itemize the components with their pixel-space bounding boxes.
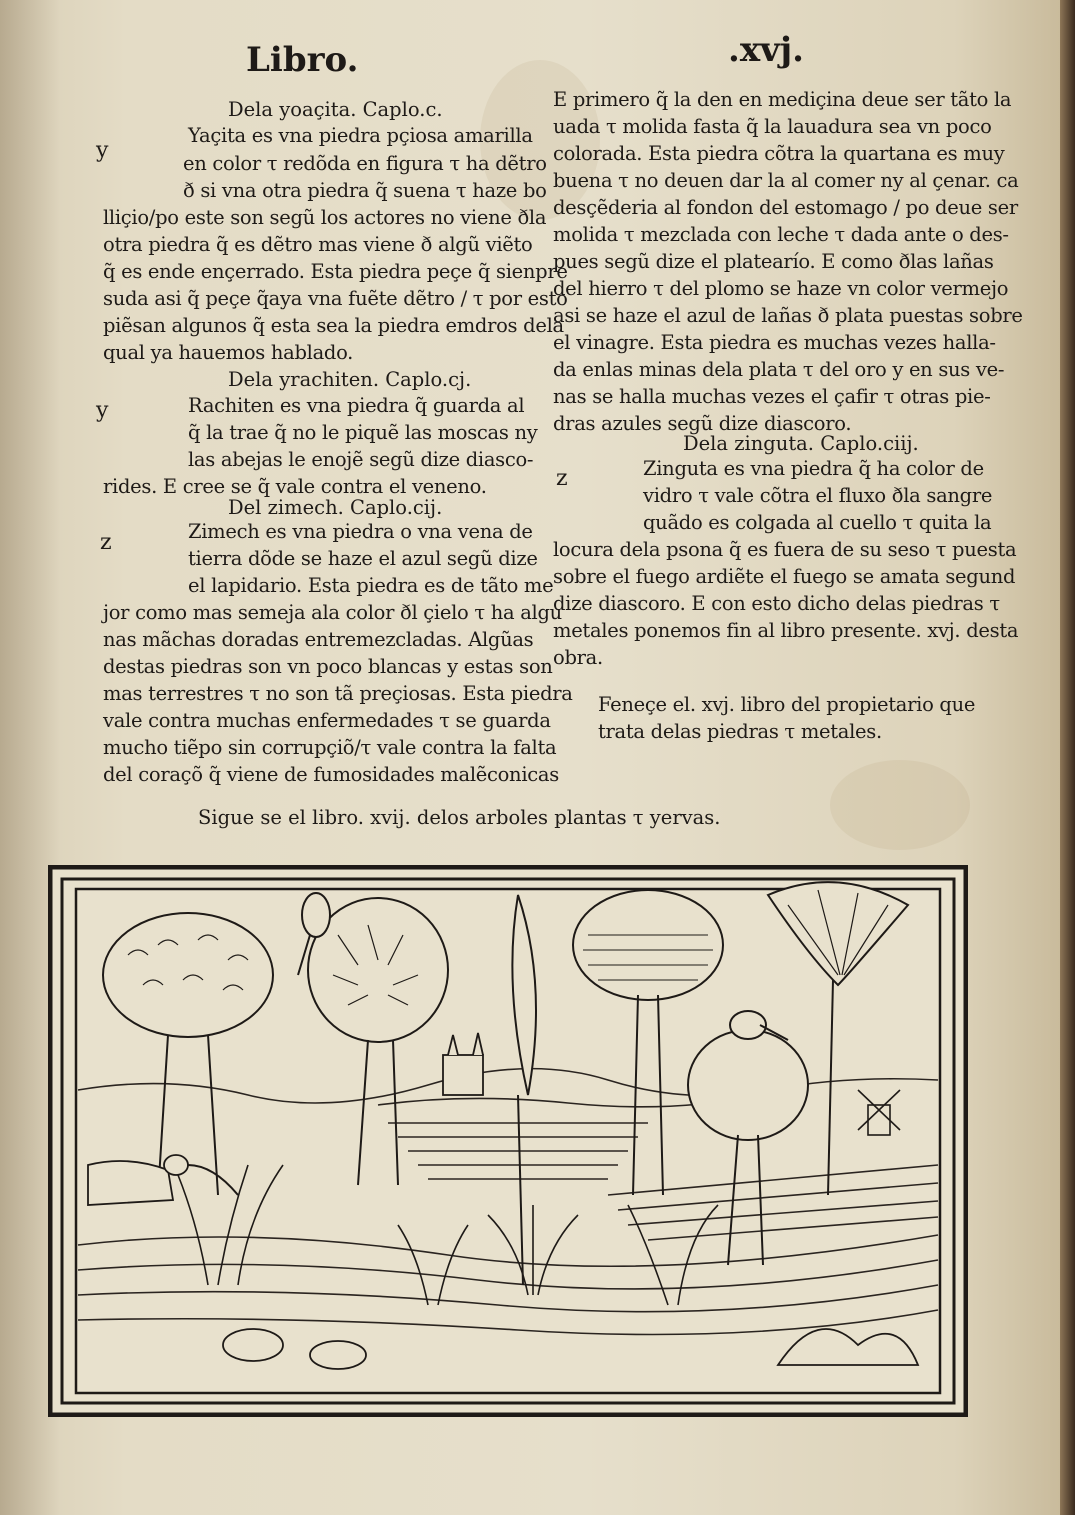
text-line: colorada. Esta piedra cõtra la quartana es muy [553,142,1005,165]
guide-letter: y [96,398,109,423]
text-line: Rachiten es vna piedra q̃ guarda al [188,394,525,417]
text-line: rides. E cree se q̃ vale contra el veneno. [103,475,487,498]
text-line: Zinguta es vna piedra q̃ ha color de [643,457,984,480]
text-line: quãdo es colgada al cuello τ quita la [643,511,992,534]
chapter-heading: Dela yrachiten. Caplo.cj. [228,368,472,391]
text-line: Yaçita es vna piedra pçiosa amarilla [188,124,533,147]
text-line: uada τ molida fasta q̃ la lauadura sea vn poco [553,115,992,138]
text-line: dras azules segũ dize diascoro. [553,412,852,435]
text-line: nas mãchas doradas entremezcladas. Algũas [103,628,534,651]
text-line: q̃ es ende ençerrado. Esta piedra peçe q̃ sienpre [103,260,568,283]
chapter-heading: Del zimech. Caplo.cij. [228,496,443,519]
text-line: lliçio/po este son segũ los actores no viene ðla [103,206,547,229]
text-line: trata delas piedras τ metales. [598,720,882,743]
woodcut-illustration [48,865,968,1417]
chapter-heading: Dela zinguta. Caplo.ciij. [683,432,919,455]
text-line: tierra dõde se haze el azul segũ dize [188,547,538,570]
text-line: el lapidario. Esta piedra es de tãto me [188,574,554,597]
text-line: las abejas le enojẽ segũ dize diasco- [188,448,534,471]
text-line: molida τ mezclada con leche τ dada ante o des- [553,223,1009,246]
text-line: metales ponemos fin al libro presente. xvj. desta [553,619,1019,642]
text-line: del coraçõ q̃ viene de fumosidades malẽconicas [103,763,559,786]
text-line: dize diascoro. E con esto dicho delas piedras τ [553,592,1000,615]
text-line: q̃ la trae q̃ no le piquẽ las moscas ny [188,421,538,444]
text-line: E primero q̃ la den en mediçina deue ser tãto la [553,88,1012,111]
text-line: destas piedras son vn poco blancas y estas son [103,655,553,678]
text-line: piẽsan algunos q̃ esta sea la piedra emdros dela [103,314,564,337]
next-book-heading: Sigue se el libro. xvij. delos arboles plantas τ yervas. [198,806,721,829]
text-line: del hierro τ del plomo se haze vn color vermejo [553,277,1009,300]
text-line: locura dela psona q̃ es fuera de su seso τ puesta [553,538,1017,561]
text-line: jor como mas semeja ala color ðl çielo τ ha algu [103,601,562,624]
chapter-heading: Dela yoaçita. Caplo.c. [228,98,443,121]
text-line: otra piedra q̃ es dẽtro mas viene ð algũ viẽto [103,233,533,256]
text-line: da enlas minas dela plata τ del oro y en sus ve- [553,358,1005,381]
text-line: en color τ redõda en figura τ ha dẽtro [183,152,547,175]
text-line: qual ya hauemos hablado. [103,341,354,364]
text-line: el vinagre. Esta piedra es muchas vezes halla- [553,331,996,354]
text-line: obra. [553,646,603,669]
text-line: nas se halla muchas vezes el çafir τ otras pie- [553,385,991,408]
text-line: vidro τ vale cõtra el fluxo ðla sangre [643,484,993,507]
text-line: ð si vna otra piedra q̃ suena τ haze bo [183,179,547,202]
running-head-book: Libro. [246,40,359,80]
text-line: vale contra muchas enfermedades τ se guarda [103,709,551,732]
guide-letter: z [556,466,568,491]
text-line: suda asi q̃ peçe q̃aya vna fuẽte dẽtro / τ por esto [103,287,568,310]
text-line: buena τ no deuen dar la al comer ny al çenar. ca [553,169,1019,192]
text-line: Feneçe el. xvj. libro del propietario que [598,693,976,716]
paper-stain [830,760,970,850]
guide-letter: y [96,138,109,163]
text-line: mas terrestres τ no son tã preçiosas. Esta piedra [103,682,573,705]
page-edge-shadow [1060,0,1075,1515]
guide-letter: z [100,530,112,555]
folio-number: .xvj. [728,30,805,70]
text-line: asi se haze el azul de lañas ð plata puestas sobre [553,304,1023,327]
text-line: pues segũ dize el platearío. E como ðlas lañas [553,250,994,273]
text-line: Zimech es vna piedra o vna vena de [188,520,533,543]
text-line: desçẽderia al fondon del estomago / po deue ser [553,196,1018,219]
text-line: mucho tiẽpo sin corrupçiõ/τ vale contra la falta [103,736,557,759]
text-line: sobre el fuego ardiẽte el fuego se amata segund [553,565,1016,588]
